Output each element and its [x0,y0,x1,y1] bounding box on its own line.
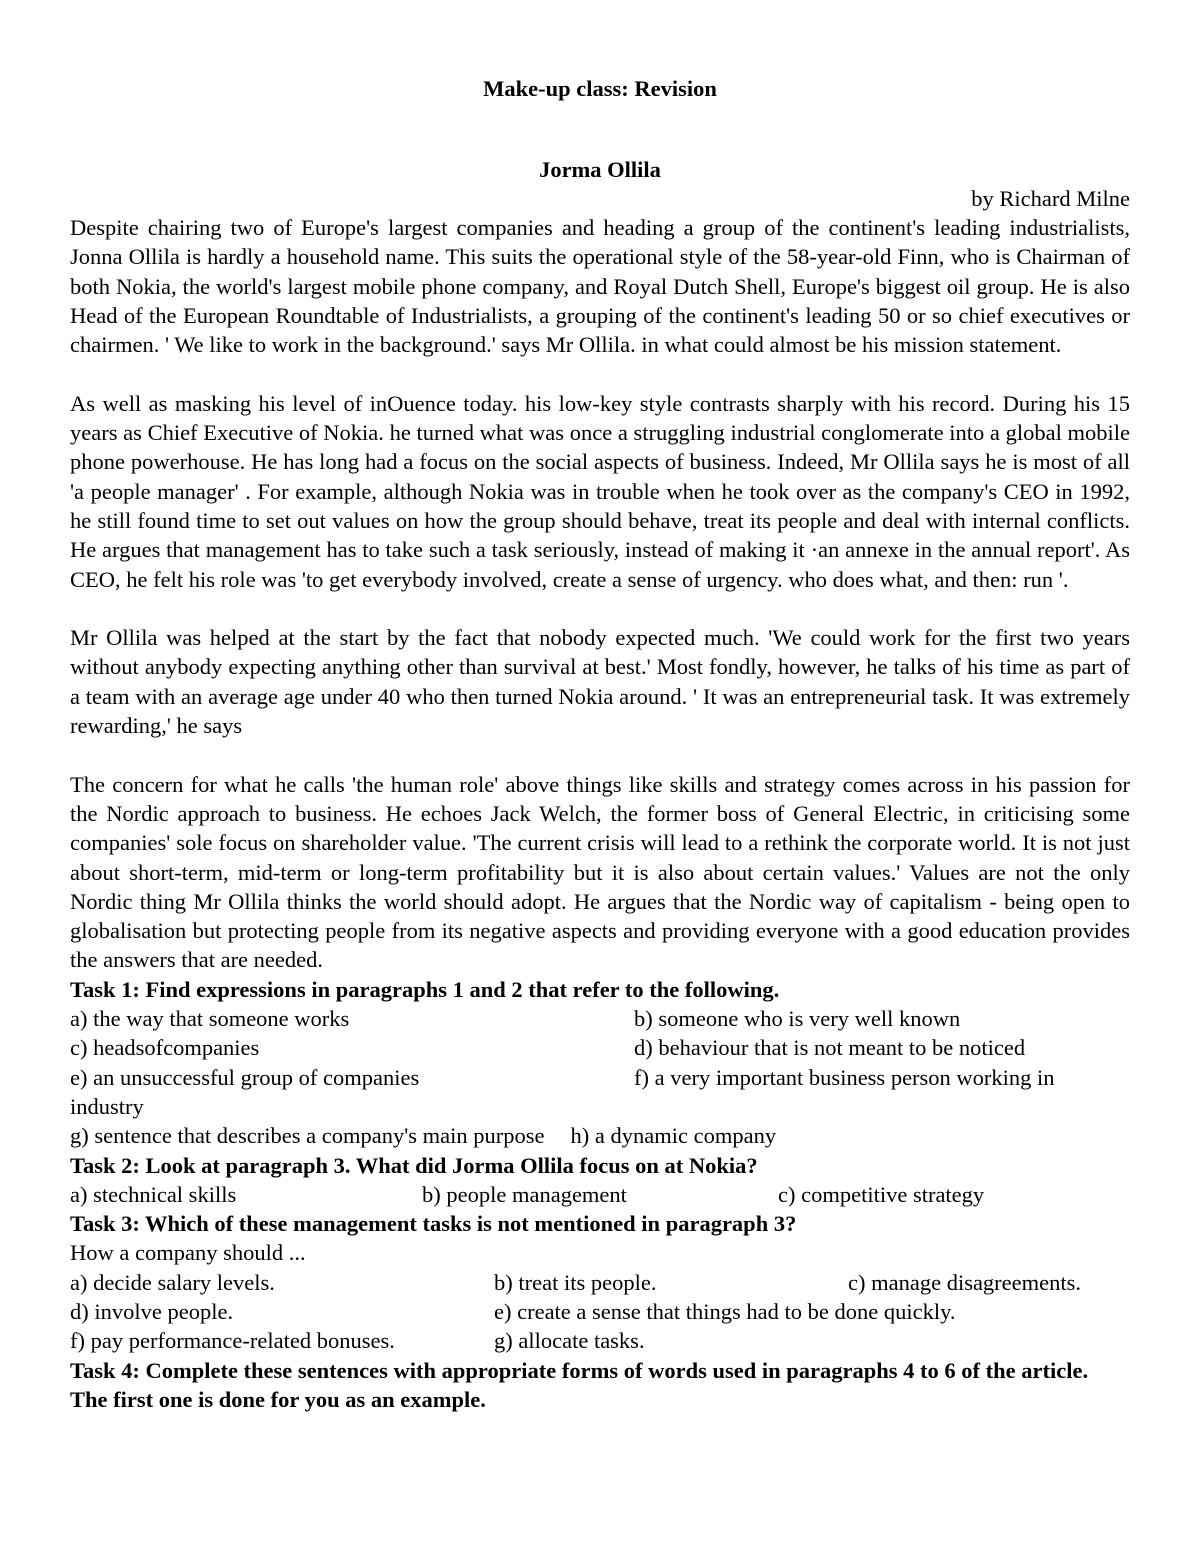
task1-item-b: b) someone who is very well known [634,1006,961,1032]
paragraph-gap [70,594,1130,623]
task1-item-c: c) headsofcompanies [70,1035,260,1061]
byline: by Richard Milne [971,186,1130,211]
task4-heading: Task 4: Complete these sentences with appropriate forms of words used in paragraphs 4 to 6 of the article. The first one is done for you as an example. [70,1357,1089,1412]
task1-item-f-continued: industry [70,1093,144,1119]
task3-option-b: b) treat its people. [494,1269,657,1295]
task1-row [70,1121,1130,1150]
task3-option-d: d) involve people. [70,1298,234,1324]
article-paragraph-2: As well as masking his level of inOuence today. his low-key style contrasts sharply with his record. During his 15 years as Chief Executive of Nokia. he turned what was once a struggling industrial conglomerate into a global mobile phone powerhouse. He has long had a focus on the social aspects of business. Indeed, Mr Ollila says he is most of all 'a people manager' . For example, although Nokia was in trouble when he took over as the company's CEO in 1992, he still found time to set out values on how the group should behave, treat its people and deal with internal conflicts. He argues that management has to take such a task seriously, instead of making it ·an annexe in the annual report'. As CEO, he felt his role was 'to get everybody involved, create a sense of urgency. who does what, and then: run '. [70,390,1130,592]
task1-row [70,1004,1130,1033]
task3-row [70,1268,1130,1297]
task1-row [70,1033,1130,1062]
task3-row [70,1326,1130,1355]
task3-row [70,1297,1130,1326]
task2-options [70,1180,1130,1209]
task1-item-a: a) the way that someone works [70,1006,350,1032]
page-title: Make-up class: Revision [483,76,717,101]
task1-row [70,1063,1130,1092]
paragraph-gap [70,359,1130,388]
task2-heading: Task 2: Look at paragraph 3. What did Jorma Ollila focus on at Nokia? [70,1152,758,1178]
task1-item-d: d) behaviour that is not meant to be noticed [634,1035,1026,1061]
task2-option-b: b) people management [422,1181,627,1207]
task1-item-f: f) a very important business person working in [634,1064,1055,1090]
task3-option-e: e) create a sense that things had to be done quickly. [494,1298,956,1324]
article-paragraph-1: Despite chairing two of Europe's largest companies and heading a group of the continent's leading industrialists, Jonna Ollila is hardly a household name. This suits the operational style of the 58-year-old Finn, who is Chairman of both Nokia, the world's largest mobile phone company, and Royal Dutch Shell, Europe's biggest oil group. He is also Head of the European Roundtable of Industrialists, a grouping of the continent's leading 50 or so chief executives or chairmen. ' We like to work in the background.' says Mr Ollila. in what could almost be his mission statement. [70,215,1130,358]
task1-item-e: e) an unsuccessful group of companies [70,1064,420,1090]
article-paragraph-3: Mr Ollila was helped at the start by the fact that nobody expected much. 'We could work for the first two years without anybody expecting anything other than survival at best.' Most fondly, however, he talks of his time as part of a team with an average age under 40 who then turned Nokia around. ' It was an entrepreneurial task. It was extremely rewarding,' he says [70,625,1130,739]
task3-option-f: f) pay performance-related bonuses. [70,1328,395,1354]
task3-heading: Task 3: Which of these management tasks is not mentioned in paragraph 3? [70,1211,797,1237]
task1-heading: Task 1: Find expressions in paragraphs 1 and 2 that refer to the following. [70,976,780,1002]
task1-item-g: g) sentence that describes a company's main purpose [70,1123,545,1149]
task2-option-c: c) competitive strategy [778,1181,985,1207]
task3-option-g: g) allocate tasks. [494,1328,645,1354]
article-paragraph-4: The concern for what he calls 'the human role' above things like skills and strategy comes across in his passion for the Nordic approach to business. He echoes Jack Welch, the former boss of General Electric, in criticising some companies' sole focus on shareholder value. 'The current crisis will lead to a rethink the corporate world. It is not just about short-term, mid-term or long-term profitability but it is also about certain values.' Values are not the only Nordic thing Mr Ollila thinks the world should adopt. He argues that the Nordic way of capitalism - being open to globalisation but protecting people from its negative aspects and providing everyone with a good education provides the answers that are needed. [70,771,1130,973]
task3-option-a: a) decide salary levels. [70,1269,275,1295]
task3-option-c: c) manage disagreements. [848,1269,1082,1295]
article-title: Jorma Ollila [539,157,661,182]
task3-intro: How a company should ... [70,1240,306,1266]
paragraph-gap [70,740,1130,769]
task1-item-h: h) a dynamic company [570,1123,777,1149]
task2-option-a: a) stechnical skills [70,1181,237,1207]
